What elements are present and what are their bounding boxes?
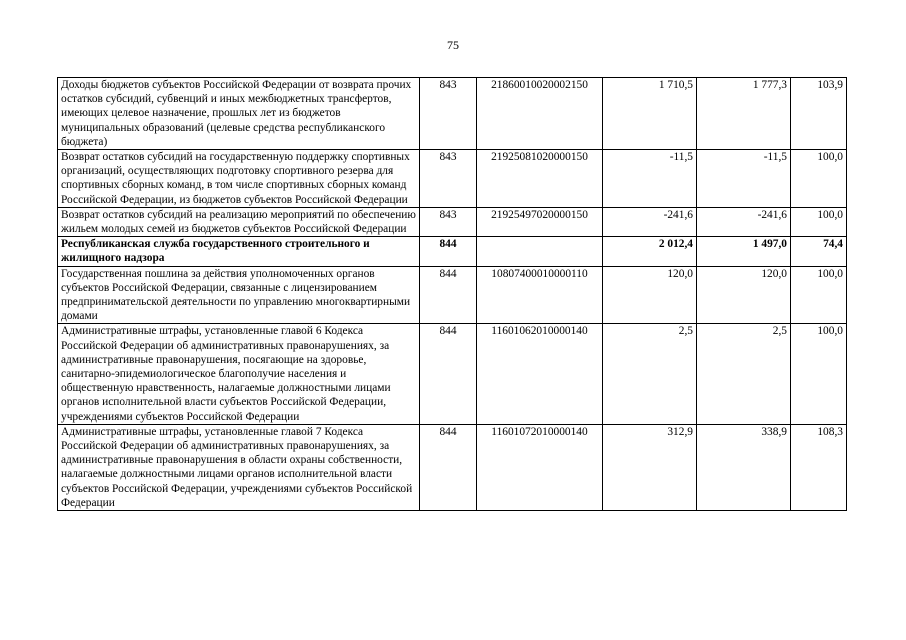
budget-table [57,77,847,511]
row-plan-value-cell: 2 012,4 [603,237,697,266]
row-actual-value-cell: -241,6 [697,207,791,236]
row-name-cell: Возврат остатков субсидий на реализацию мероприятий по обеспечению жильем молодых семей из бюджетов субъектов Российской Федерации [58,207,420,236]
row-name-cell: Административные штрафы, установленные главой 6 Кодекса Российской Федерации об административных правонарушениях, за административные правонарушения, посягающие на здоровье, санитарно-эпидемиологическое благополучие населения и общественную нравственность, налагаемые должностными лицами органов исполнительной власти субъектов Российской Федерации, учреждениями субъектов Российской Федерации [58,324,420,424]
row-admin-code-cell: 843 [420,207,477,236]
row-percent-cell: 74,4 [791,237,847,266]
row-name-cell: Государственная пошлина за действия уполномоченных органов субъектов Российской Федерации, связанные с лицензированием предпринимательской деятельности по управлению многоквартирными домами [58,266,420,324]
row-actual-value-cell: 338,9 [697,424,791,510]
row-name-cell: Возврат остатков субсидий на государственную поддержку спортивных организаций, осуществляющих подготовку спортивного резерва для спортивных сборных команд, в том числе спортивных сборных команд Российской Федерации, из бюджетов субъектов Российской Федерации [58,150,420,208]
row-plan-value-cell: 2,5 [603,324,697,424]
table-row [58,324,847,424]
row-admin-code-cell: 844 [420,324,477,424]
row-actual-value-cell: 120,0 [697,266,791,324]
row-budget-code-cell: 10807400010000110 [477,266,603,324]
row-budget-code-cell: 21925081020000150 [477,150,603,208]
row-admin-code-cell: 844 [420,237,477,266]
row-actual-value-cell: -11,5 [697,150,791,208]
row-budget-code-cell [477,237,603,266]
row-admin-code-cell: 843 [420,150,477,208]
row-actual-value-cell: 1 777,3 [697,78,791,150]
row-plan-value-cell: 120,0 [603,266,697,324]
budget-table-body [58,78,847,511]
table-row [58,150,847,208]
row-admin-code-cell: 844 [420,266,477,324]
row-actual-value-cell: 1 497,0 [697,237,791,266]
row-name-cell: Доходы бюджетов субъектов Российской Федерации от возврата прочих остатков субсидий, субвенций и иных межбюджетных трансфертов, имеющих целевое назначение, прошлых лет из бюджетов муниципальных образований (целевые средства республиканского бюджета) [58,78,420,150]
row-percent-cell: 100,0 [791,207,847,236]
row-budget-code-cell: 11601062010000140 [477,324,603,424]
row-percent-cell: 100,0 [791,324,847,424]
page-number: 75 [447,38,459,52]
row-percent-cell: 100,0 [791,150,847,208]
row-percent-cell: 100,0 [791,266,847,324]
row-percent-cell: 108,3 [791,424,847,510]
table-row [58,207,847,236]
row-admin-code-cell: 844 [420,424,477,510]
row-plan-value-cell: 1 710,5 [603,78,697,150]
row-actual-value-cell: 2,5 [697,324,791,424]
table-row [58,266,847,324]
table-row [58,78,847,150]
row-plan-value-cell: 312,9 [603,424,697,510]
row-plan-value-cell: -11,5 [603,150,697,208]
row-name-cell: Административные штрафы, установленные главой 7 Кодекса Российской Федерации об административных правонарушениях, за административные правонарушения в области охраны собственности, налагаемые должностными лицами органов исполнительной власти субъектов Российской Федерации, учреждениями субъектов Российской Федерации [58,424,420,510]
row-budget-code-cell: 21860010020002150 [477,78,603,150]
row-admin-code-cell: 843 [420,78,477,150]
row-plan-value-cell: -241,6 [603,207,697,236]
table-row [58,237,847,266]
row-name-cell: Республиканская служба государственного строительного и жилищного надзора [58,237,420,266]
row-budget-code-cell: 11601072010000140 [477,424,603,510]
table-row [58,424,847,510]
row-percent-cell: 103,9 [791,78,847,150]
row-budget-code-cell: 21925497020000150 [477,207,603,236]
